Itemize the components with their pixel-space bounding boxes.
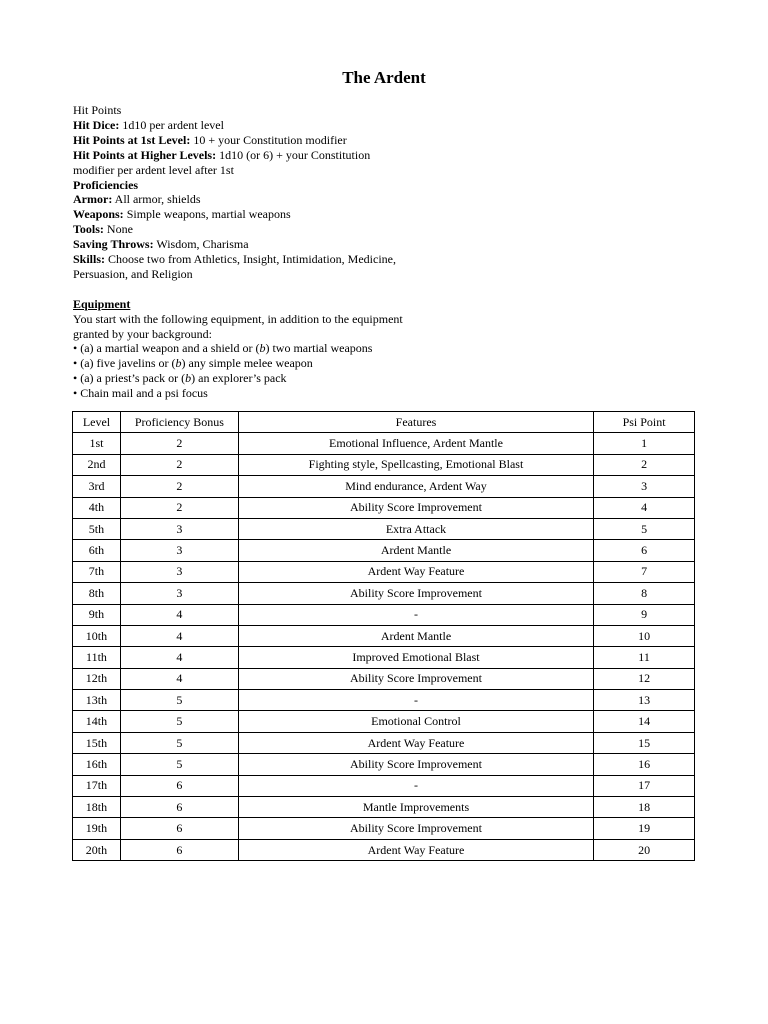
- equipment-item-1: • (a) a martial weapon and a shield or (b) two martial weapons: [73, 341, 373, 356]
- proficiency-bonus-cell: 3: [120, 540, 238, 561]
- features-cell: Ability Score Improvement: [238, 818, 593, 839]
- psi-point-cell: 14: [594, 711, 695, 732]
- weapons-line: [73, 207, 403, 222]
- higher-levels-label: Hit Points at Higher Levels:: [73, 147, 217, 162]
- psi-point-cell: 17: [594, 775, 695, 796]
- features-cell: Ardent Way Feature: [238, 561, 593, 582]
- features-cell: Ardent Way Feature: [238, 839, 593, 860]
- equipment-heading: Equipment: [73, 296, 131, 311]
- skills-line: [73, 252, 403, 282]
- features-cell: Ability Score Improvement: [238, 497, 593, 518]
- equipment-item-4: • Chain mail and a psi focus: [73, 386, 208, 401]
- features-cell: Ardent Mantle: [238, 540, 593, 561]
- proficiency-bonus-cell: 2: [120, 476, 238, 497]
- equipment-item-3: • (a) a priest’s pack or (b) an explorer’s pack: [73, 371, 287, 386]
- table-row: [73, 647, 695, 668]
- column-header: Psi Point: [594, 412, 695, 433]
- level-cell: 4th: [73, 497, 121, 518]
- saving-throws-value: Wisdom, Charisma: [153, 237, 249, 252]
- features-cell: Emotional Control: [238, 711, 593, 732]
- features-cell: Ardent Mantle: [238, 625, 593, 646]
- psi-point-cell: 12: [594, 668, 695, 689]
- proficiency-bonus-cell: 6: [120, 818, 238, 839]
- proficiency-bonus-cell: 5: [120, 732, 238, 753]
- psi-point-cell: 1: [594, 433, 695, 454]
- features-cell: Ability Score Improvement: [238, 668, 593, 689]
- hit-dice-value: 1d10 per ardent level: [119, 117, 224, 132]
- table-row: [73, 690, 695, 711]
- psi-point-cell: 11: [594, 647, 695, 668]
- proficiency-bonus-cell: 6: [120, 797, 238, 818]
- psi-point-cell: 8: [594, 583, 695, 604]
- level-cell: 12th: [73, 668, 121, 689]
- proficiency-bonus-cell: 6: [120, 839, 238, 860]
- psi-point-cell: 9: [594, 604, 695, 625]
- ardent-level-table: [72, 411, 695, 861]
- psi-point-cell: 4: [594, 497, 695, 518]
- level-cell: 10th: [73, 625, 121, 646]
- level-cell: 11th: [73, 647, 121, 668]
- features-cell: Fighting style, Spellcasting, Emotional Blast: [238, 454, 593, 475]
- features-cell: Improved Emotional Blast: [238, 647, 593, 668]
- level-cell: 8th: [73, 583, 121, 604]
- psi-point-cell: 3: [594, 476, 695, 497]
- psi-point-cell: 6: [594, 540, 695, 561]
- table-row: [73, 818, 695, 839]
- proficiency-bonus-cell: 5: [120, 754, 238, 775]
- features-cell: -: [238, 690, 593, 711]
- proficiency-bonus-cell: 6: [120, 775, 238, 796]
- psi-point-cell: 20: [594, 839, 695, 860]
- saving-throws-label: Saving Throws:: [73, 237, 154, 252]
- column-header: Features: [238, 412, 593, 433]
- level-cell: 19th: [73, 818, 121, 839]
- level-cell: 5th: [73, 518, 121, 539]
- first-level-line: [73, 133, 403, 148]
- psi-point-cell: 10: [594, 625, 695, 646]
- table-row: [73, 754, 695, 775]
- armor-line: [73, 192, 403, 207]
- proficiency-bonus-cell: 5: [120, 711, 238, 732]
- proficiency-bonus-cell: 4: [120, 647, 238, 668]
- column-header: Level: [73, 412, 121, 433]
- psi-point-cell: 13: [594, 690, 695, 711]
- column-header: Proficiency Bonus: [120, 412, 238, 433]
- level-cell: 7th: [73, 561, 121, 582]
- table-row: [73, 775, 695, 796]
- equipment-intro: You start with the following equipment, in addition to the equipment granted by your background:: [73, 311, 403, 341]
- psi-point-cell: 16: [594, 754, 695, 775]
- hit-dice-line: [73, 118, 403, 133]
- weapons-label: Weapons:: [73, 207, 124, 222]
- higher-levels-line: [73, 148, 403, 178]
- table-row: [73, 732, 695, 753]
- psi-point-cell: 7: [594, 561, 695, 582]
- spacer: [73, 282, 403, 297]
- level-cell: 17th: [73, 775, 121, 796]
- table-body: [73, 433, 695, 861]
- proficiency-bonus-cell: 2: [120, 433, 238, 454]
- level-cell: 9th: [73, 604, 121, 625]
- weapons-value: Simple weapons, martial weapons: [123, 207, 291, 222]
- class-intro: [73, 103, 403, 401]
- page-title: The Ardent: [342, 68, 426, 87]
- features-cell: Emotional Influence, Ardent Mantle: [238, 433, 593, 454]
- features-cell: Mantle Improvements: [238, 797, 593, 818]
- psi-point-cell: 5: [594, 518, 695, 539]
- proficiency-bonus-cell: 3: [120, 583, 238, 604]
- level-cell: 1st: [73, 433, 121, 454]
- table-row: [73, 797, 695, 818]
- table-row: [73, 433, 695, 454]
- proficiencies-heading: Proficiencies: [73, 177, 139, 192]
- features-cell: Ability Score Improvement: [238, 583, 593, 604]
- table-row: [73, 625, 695, 646]
- skills-label: Skills:: [73, 252, 106, 267]
- armor-label: Armor:: [73, 192, 113, 207]
- skills-value: Choose two from Athletics, Insight, Intimidation, Medicine, Persuasion, and Religion: [73, 252, 396, 281]
- features-cell: Ardent Way Feature: [238, 732, 593, 753]
- saving-throws-line: [73, 237, 403, 252]
- table-row: [73, 583, 695, 604]
- psi-point-cell: 15: [594, 732, 695, 753]
- psi-point-cell: 2: [594, 454, 695, 475]
- table-row: [73, 839, 695, 860]
- armor-value: All armor, shields: [112, 192, 201, 207]
- proficiency-bonus-cell: 3: [120, 518, 238, 539]
- level-cell: 6th: [73, 540, 121, 561]
- features-cell: -: [238, 775, 593, 796]
- table-row: [73, 711, 695, 732]
- proficiency-bonus-cell: 4: [120, 604, 238, 625]
- tools-label: Tools:: [73, 222, 104, 237]
- features-cell: -: [238, 604, 593, 625]
- table-row: [73, 540, 695, 561]
- table-row: [73, 518, 695, 539]
- level-cell: 20th: [73, 839, 121, 860]
- table-row: [73, 668, 695, 689]
- features-cell: Ability Score Improvement: [238, 754, 593, 775]
- level-cell: 13th: [73, 690, 121, 711]
- tools-value: None: [103, 222, 133, 237]
- table-header-row: [73, 412, 695, 433]
- proficiency-bonus-cell: 4: [120, 625, 238, 646]
- table-row: [73, 476, 695, 497]
- hit-dice-label: Hit Dice:: [73, 117, 120, 132]
- first-level-value: 10 + your Constitution modifier: [190, 132, 347, 147]
- features-cell: Mind endurance, Ardent Way: [238, 476, 593, 497]
- proficiency-bonus-cell: 2: [120, 454, 238, 475]
- level-cell: 2nd: [73, 454, 121, 475]
- features-cell: Extra Attack: [238, 518, 593, 539]
- table-row: [73, 561, 695, 582]
- equipment-item-2: • (a) five javelins or (b) any simple melee weapon: [73, 356, 313, 371]
- hit-points-heading: Hit Points: [73, 103, 122, 117]
- level-cell: 18th: [73, 797, 121, 818]
- proficiency-bonus-cell: 4: [120, 668, 238, 689]
- table-row: [73, 604, 695, 625]
- proficiency-bonus-cell: 2: [120, 497, 238, 518]
- psi-point-cell: 19: [594, 818, 695, 839]
- level-cell: 16th: [73, 754, 121, 775]
- table-row: [73, 454, 695, 475]
- table-row: [73, 497, 695, 518]
- level-cell: 14th: [73, 711, 121, 732]
- tools-line: [73, 222, 403, 237]
- proficiency-bonus-cell: 5: [120, 690, 238, 711]
- psi-point-cell: 18: [594, 797, 695, 818]
- level-cell: 15th: [73, 732, 121, 753]
- proficiency-bonus-cell: 3: [120, 561, 238, 582]
- level-cell: 3rd: [73, 476, 121, 497]
- first-level-label: Hit Points at 1st Level:: [73, 132, 191, 147]
- higher-levels-value: 1d10 (or 6) + your Constitution modifier per ardent level after 1st: [73, 147, 371, 177]
